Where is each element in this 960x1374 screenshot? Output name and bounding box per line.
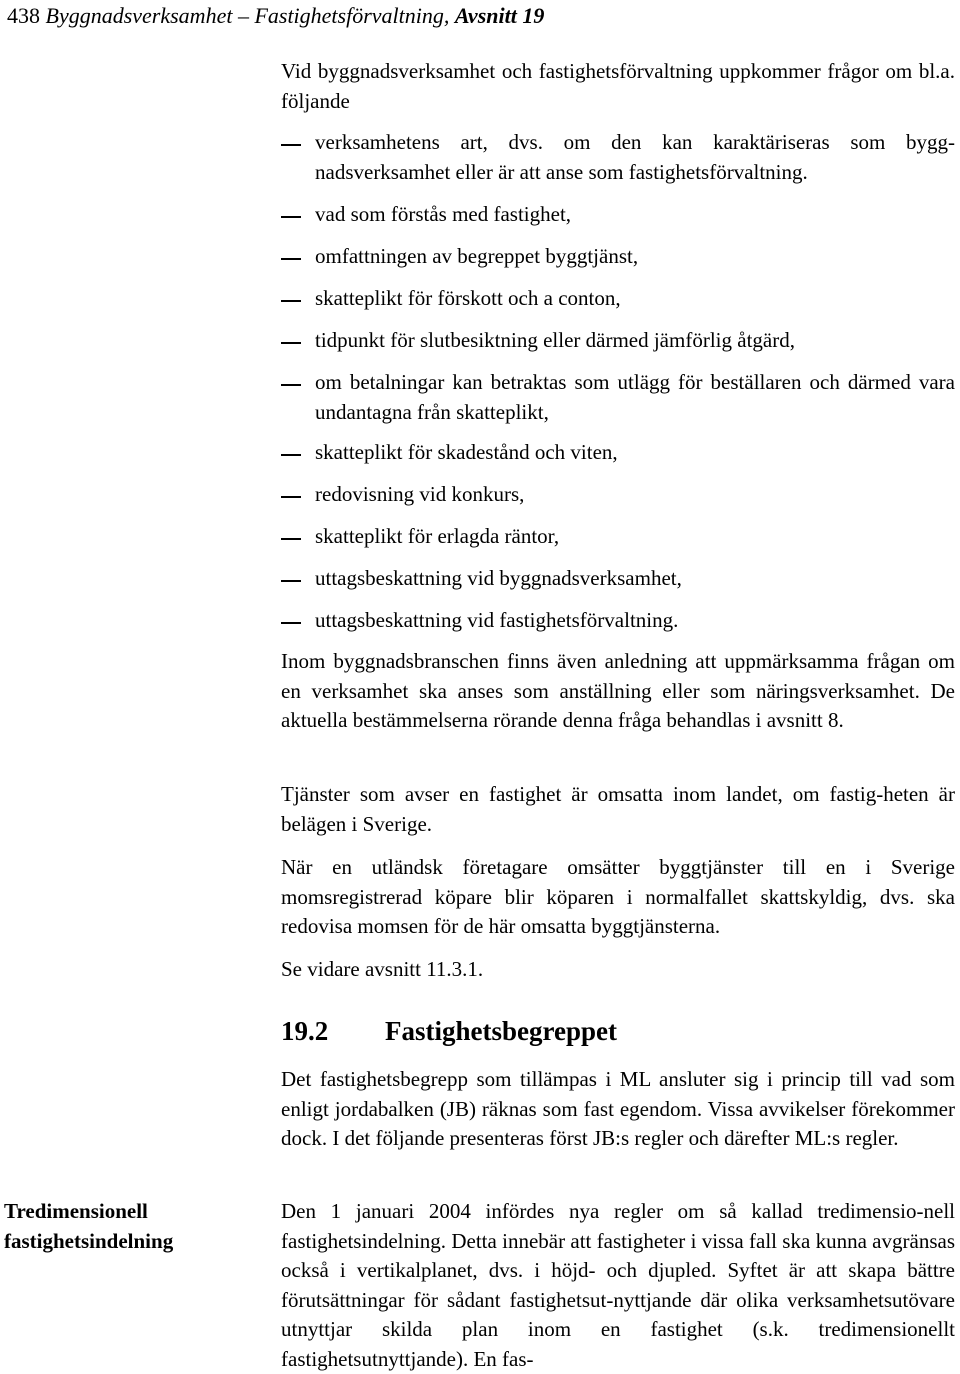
- section-paragraph: Den 1 januari 2004 infördes nya regler om så kallad tredimensio-nell fastighetsindelning. Detta innebär att fastigheter i vissa fall ska kunna avgränsas också i vertikalplanet, dvs. i höjd- och djupled. Syftet är att skapa bättre förutsättningar för sådant fastighetsut-nyttjande där olika verksamhetsutövare utnyttjar skilda plan inom en fastighet (s.k. tredimensionellt fastighetsutnyttjande). En fas-: [281, 1199, 955, 1371]
- list-item-text: verksamhetens art, dvs. om den kan karaktäriseras som bygg-nadsverksamhet eller är att anse som fastighetsförvaltning.: [315, 130, 955, 184]
- list-item-text: vad som förstås med fastighet,: [315, 202, 572, 226]
- running-header: [7, 2, 544, 30]
- body-paragraph: Se vidare avsnitt 11.3.1.: [281, 957, 484, 981]
- list-item-text: redovisning vid konkurs,: [315, 482, 525, 506]
- list-item-text: omfattningen av begreppet byggtjänst,: [315, 244, 639, 268]
- list-item-text: uttagsbeskattning vid byggnadsverksamhet,: [315, 566, 682, 590]
- dash-bullet: [281, 144, 301, 146]
- section-title: Fastighetsbegreppet: [385, 1016, 617, 1046]
- dash-bullet: [281, 300, 301, 302]
- list-item-text: uttagsbeskattning vid fastighetsförvaltning.: [315, 608, 679, 632]
- intro-paragraph: Vid byggnadsverksamhet och fastighetsförvaltning uppkommer frågor om bl.a. följande: [281, 59, 955, 113]
- dash-bullet: [281, 454, 301, 456]
- list-item-text: tidpunkt för slutbesiktning eller därmed jämförlig åtgärd,: [315, 328, 795, 352]
- section-heading: [281, 1013, 617, 1049]
- body-paragraph: Tjänster som avser en fastighet är omsatta inom landet, om fastig-heten är belägen i Sverige.: [281, 782, 955, 836]
- section-number: 19.2: [281, 1016, 329, 1046]
- dash-bullet: [281, 342, 301, 344]
- dash-bullet: [281, 622, 301, 624]
- list-item-text: skatteplikt för skadestånd och viten,: [315, 440, 618, 464]
- dash-bullet: [281, 384, 301, 386]
- margin-note: Tredimensionell fastighetsindelning: [4, 1199, 174, 1253]
- list-item-text: om betalningar kan betraktas som utlägg för beställaren och därmed vara undantagna från skatteplikt,: [315, 370, 955, 424]
- list-item-text: skatteplikt för förskott och a conton,: [315, 286, 621, 310]
- section-paragraph: Det fastighetsbegrepp som tillämpas i ML ansluter sig i princip till vad som enligt jordabalken (JB) räknas som fast egendom. Vissa avvikelser förekommer dock. I det följande presenteras först JB:s regler och därefter ML:s regler.: [281, 1067, 955, 1150]
- dash-bullet: [281, 580, 301, 582]
- page-number: 438: [7, 3, 40, 28]
- dash-bullet: [281, 538, 301, 540]
- dash-bullet: [281, 258, 301, 260]
- list-item-text: skatteplikt för erlagda räntor,: [315, 524, 560, 548]
- header-section: Avsnitt 19: [454, 3, 545, 28]
- dash-bullet: [281, 496, 301, 498]
- body-paragraph: När en utländsk företagare omsätter byggtjänster till en i Sverige momsregistrerad köpare blir köparen i normalfallet skattskyldig, dvs. ska redovisa momsen för de här omsatta byggtjänsterna.: [281, 855, 955, 938]
- dash-bullet: [281, 216, 301, 218]
- header-title: Byggnadsverksamhet – Fastighetsförvaltning,: [45, 3, 450, 28]
- body-paragraph: Inom byggnadsbranschen finns även anledning att uppmärksamma frågan om en verksamhet ska anses som anställning eller som näringsverksamhet. De aktuella bestämmelserna rörande denna fråga behandlas i avsnitt 8.: [281, 649, 955, 732]
